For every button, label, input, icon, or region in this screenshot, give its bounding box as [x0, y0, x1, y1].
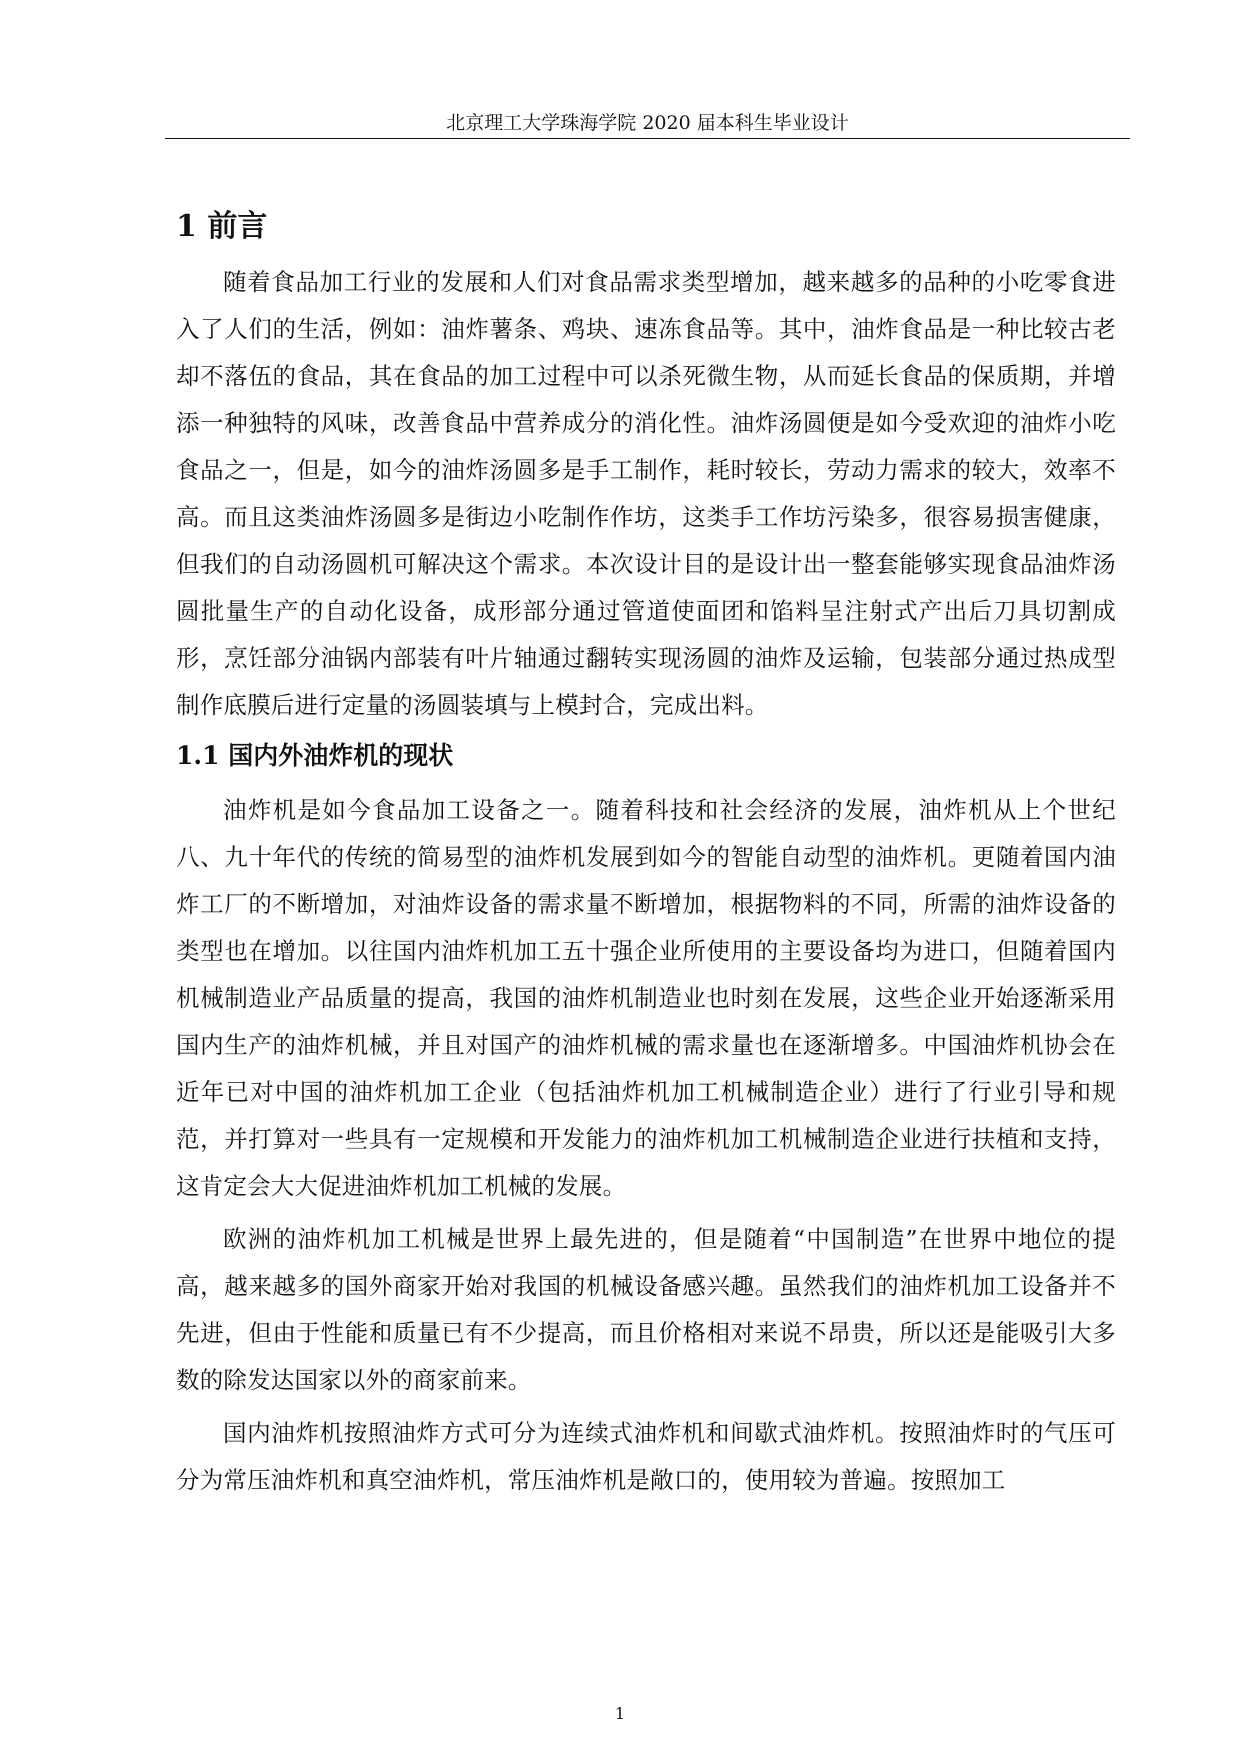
body-paragraph: 国内油炸机按照油炸方式可分为连续式油炸机和间歇式油炸机。按照油炸时的气压可分为常压油炸机和真空油炸机，常压油炸机是敞口的，使用较为普遍。按照加工: [176, 1419, 1116, 1494]
section-heading: 1 前言: [176, 209, 268, 244]
page-number: 1: [614, 1704, 626, 1723]
subsection-heading: 1.1 国内外油炸机的现状: [176, 741, 454, 770]
page-body: [176, 205, 1116, 1504]
running-header: 北京理工大学珠海学院 2020 届本科生毕业设计: [446, 112, 849, 134]
body-paragraph: 欧洲的油炸机加工机械是世界上最先进的，但是随着“中国制造”在世界中地位的提高，越来越多的国外商家开始对我国的机械设备感兴趣。虽然我们的油炸机加工设备并不先进，但由于性能和质量已有不少提高，而且价格相对来说不昂贵，所以还是能吸引大多数的除发达国家以外的商家前来。: [176, 1225, 1116, 1394]
header-divider: [165, 138, 1130, 139]
body-paragraph: 油炸机是如今食品加工设备之一。随着科技和社会经济的发展，油炸机从上个世纪八、九十年代的传统的简易型的油炸机发展到如今的智能自动型的油炸机。更随着国内油炸工厂的不断增加，对油炸设备的需求量不断增加，根据物料的不同，所需的油炸设备的类型也在增加。以往国内油炸机加工五十强企业所使用的主要设备均为进口，但随着国内机械制造业产品质量的提高，我国的油炸机制造业也时刻在发展，这些企业开始逐渐采用国内生产的油炸机械，并且对国产的油炸机械的需求量也在逐渐增多。中国油炸机协会在近年已对中国的油炸机加工企业（包括油炸机加工机械制造企业）进行了行业引导和规范，并打算对一些具有一定规模和开发能力的油炸机加工机械制造企业进行扶植和支持，这肯定会大大促进油炸机加工机械的发展。: [176, 796, 1116, 1200]
body-paragraph: 随着食品加工行业的发展和人们对食品需求类型增加，越来越多的品种的小吃零食进入了人们的生活，例如：油炸薯条、鸡块、速冻食品等。其中，油炸食品是一种比较古老却不落伍的食品，其在食品的加工过程中可以杀死微生物，从而延长食品的保质期，并增添一种独特的风味，改善食品中营养成分的消化性。油炸汤圆便是如今受欢迎的油炸小吃食品之一，但是，如今的油炸汤圆多是手工制作，耗时较长，劳动力需求的较大，效率不高。而且这类油炸汤圆多是街边小吃制作作坊，这类手工作坊污染多，很容易损害健康，但我们的自动汤圆机可解决这个需求。本次设计目的是设计出一整套能够实现食品油炸汤圆批量生产的自动化设备，成形部分通过管道使面团和馅料呈注射式产出后刀具切割成形，烹饪部分油锅内部装有叶片轴通过翻转实现汤圆的油炸及运输，包装部分通过热成型制作底膜后进行定量的汤圆装填与上模封合，完成出料。: [176, 268, 1116, 719]
